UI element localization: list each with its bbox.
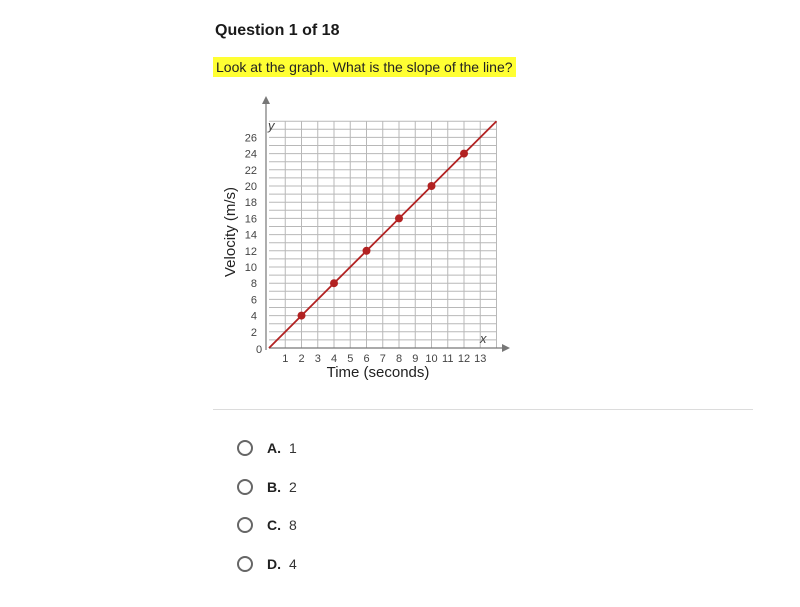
data-point [330,279,338,287]
x-tick-label: 13 [474,353,487,365]
x-axis-title: Time (seconds) [326,364,430,381]
data-point [298,312,306,320]
y-tick-label: 12 [244,245,257,258]
question-header: Question 1 of 18 [215,22,340,39]
x-tick-label: 2 [298,353,305,365]
y-tick-label: 18 [244,197,257,210]
x-tick-label: 5 [347,353,354,365]
y-tick-label: 4 [250,310,257,323]
x-tick-label: 6 [363,353,370,365]
radio-button[interactable] [237,440,253,456]
y-axis-arrow [262,96,270,104]
y-tick-label: 10 [244,262,257,274]
slope-graph [210,92,510,392]
y-tick-label: 14 [244,229,257,242]
data-point [395,214,403,222]
y-tick-label: 16 [244,213,257,226]
y-tick-label: 6 [250,294,257,307]
choice-letter: C. [267,517,281,533]
y-axis-letter: y [268,118,275,133]
x-tick-label: 4 [330,353,338,365]
data-point [460,150,468,158]
choice-value: 1 [289,440,297,456]
data-point [363,247,371,255]
x-tick-label: 1 [282,353,289,365]
y-tick-label: 20 [244,181,257,193]
x-axis-arrow [502,344,510,352]
y-tick-label: 8 [250,278,257,291]
choice-letter: A. [267,440,281,456]
x-axis-letter: x [480,331,487,346]
question-prompt: Look at the graph. What is the slope of the line? [213,57,516,77]
y-axis-title: Velocity (m/s) [222,186,239,278]
choice-b[interactable] [237,475,297,499]
x-tick-label: 12 [457,353,471,365]
choice-value: 4 [289,556,297,572]
data-point [428,182,436,190]
radio-button[interactable] [237,517,253,533]
y-tick-label: 24 [244,148,257,161]
y-tick-label: 2 [250,326,257,339]
origin-label: 0 [256,344,263,356]
radio-button[interactable] [237,479,253,495]
divider [213,409,753,410]
y-tick-label: 26 [244,132,257,145]
choice-value: 8 [289,517,297,533]
x-tick-label: 10 [425,353,438,365]
x-tick-label: 8 [395,353,403,365]
choice-a[interactable] [237,436,297,460]
choice-letter: B. [267,479,281,495]
choice-c[interactable] [237,513,297,537]
radio-button[interactable] [237,556,253,572]
choice-value: 2 [289,479,297,495]
y-tick-label: 22 [244,164,257,177]
x-tick-label: 3 [314,353,321,365]
x-tick-label: 11 [442,353,454,365]
x-tick-label: 9 [412,353,419,365]
choice-letter: D. [267,556,281,572]
x-tick-label: 7 [379,353,386,365]
choice-d[interactable] [237,552,297,576]
